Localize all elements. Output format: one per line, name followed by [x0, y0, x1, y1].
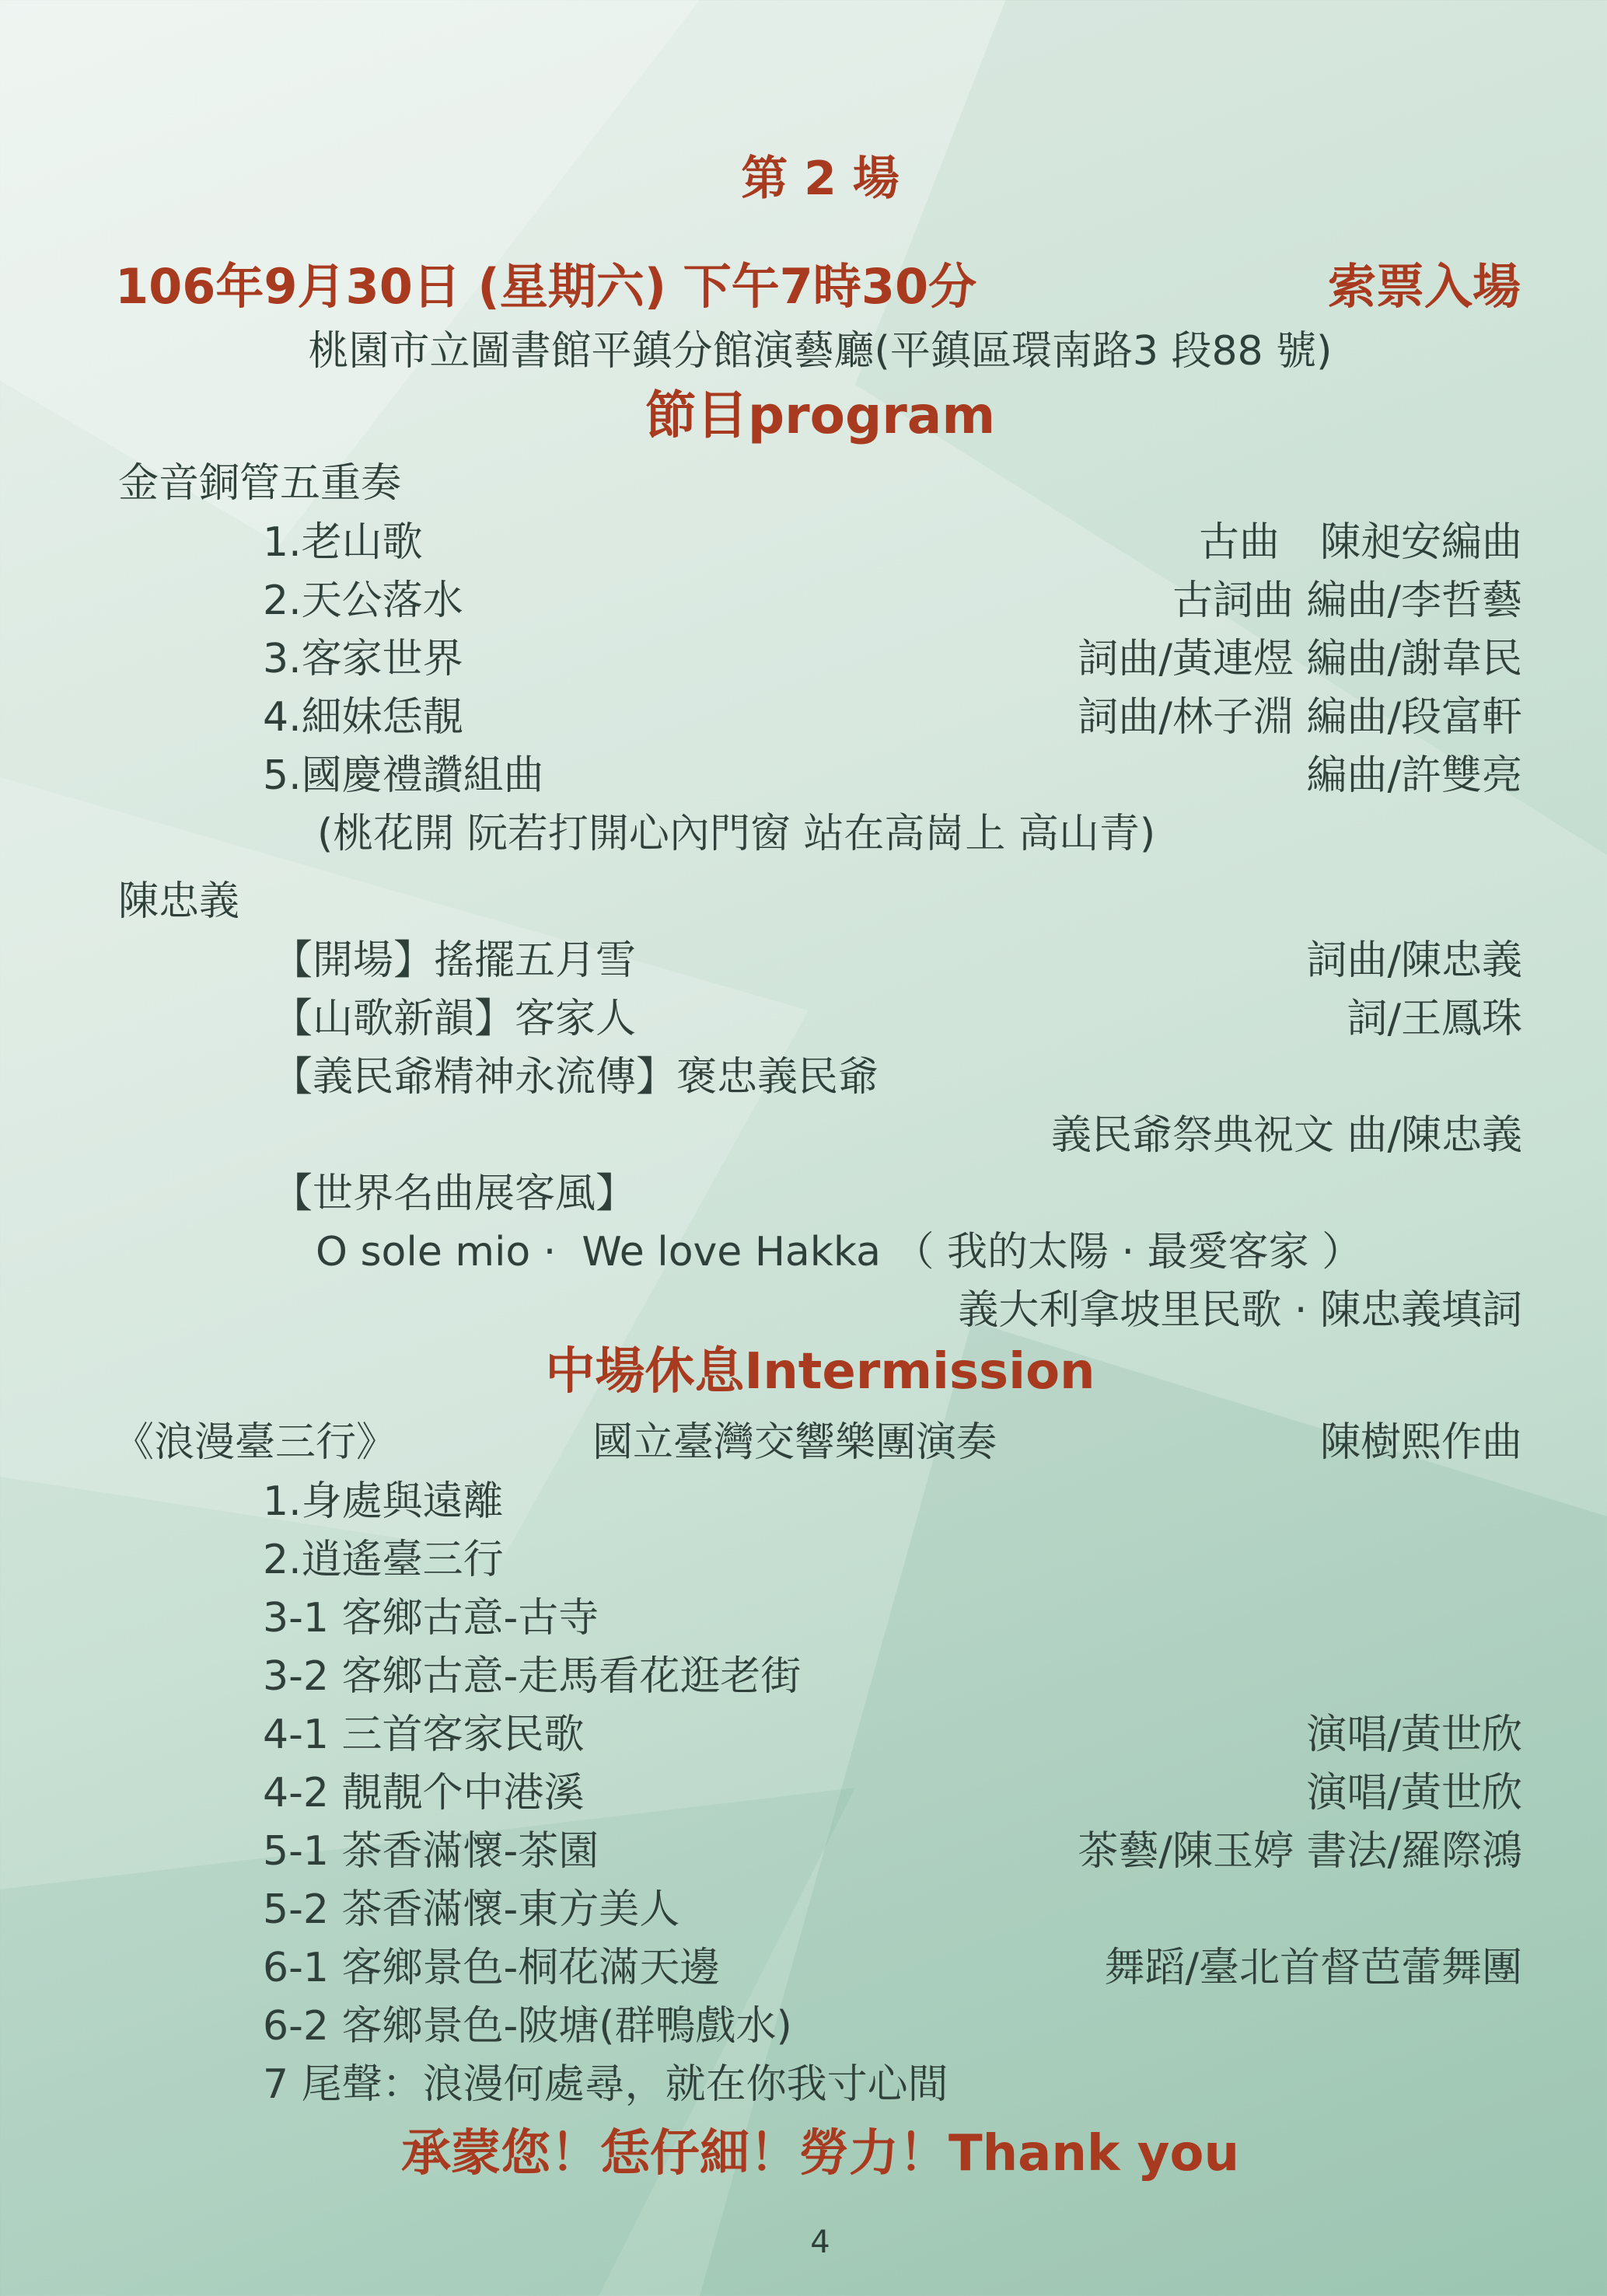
program-item: 3.客家世界 — [263, 636, 463, 682]
section-composer: 陳樹熙作曲 — [1319, 1419, 1522, 1466]
program-credit: 茶藝/陳玉婷 書法/羅際鴻 — [1078, 1828, 1522, 1875]
program-item: 【義民爺精神永流傳】褒忠義民爺 — [272, 1054, 879, 1101]
program-note: (桃花開 阮若打開心內門窗 站在高崗上 高山青) — [317, 811, 1156, 857]
program-subtitle: O sole mio · We love Hakka （ 我的太陽 · 最愛客家 ） — [316, 1229, 1363, 1275]
program-item: 3-1 客鄉古意-古寺 — [263, 1595, 599, 1642]
program-credit: 演唱/黃世欣 — [1306, 1712, 1522, 1758]
program-item: 【開場】搖擺五月雪 — [272, 937, 637, 984]
section-title: 陳忠義 — [118, 878, 240, 925]
program-item: 3-2 客鄉古意-走馬看花逛老街 — [263, 1653, 802, 1700]
program-item: 5-2 茶香滿懷-東方美人 — [263, 1886, 680, 1933]
admission-note: 索票入場 — [1327, 258, 1521, 315]
program-credit: 義大利拿坡里民歌 · 陳忠義填詞 — [958, 1287, 1522, 1334]
program-item: 4.細妹恁靚 — [263, 694, 463, 741]
program-item: 4-1 三首客家民歌 — [263, 1712, 585, 1758]
program-credit: 演唱/黃世欣 — [1306, 1770, 1522, 1816]
program-credit: 編曲/許雙亮 — [1306, 752, 1522, 799]
program-credit: 詞/王鳳珠 — [1347, 996, 1522, 1042]
program-item: 6-1 客鄉景色-桐花滿天邊 — [263, 1945, 721, 1991]
program-item: 【世界名曲展客風】 — [272, 1171, 637, 1217]
program-item: 2.天公落水 — [263, 577, 463, 624]
section-performer: 國立臺灣交響樂團演奏 — [592, 1419, 997, 1466]
program-credit: 古詞曲 編曲/李哲藝 — [1172, 577, 1522, 624]
program-item: 5-1 茶香滿懷-茶園 — [263, 1828, 599, 1875]
program-credit: 舞蹈/臺北首督芭蕾舞團 — [1104, 1945, 1522, 1991]
program-item: 7 尾聲：浪漫何處尋，就在你我寸心間 — [263, 2061, 948, 2108]
program-credit: 古曲 陳昶安編曲 — [1198, 519, 1522, 566]
program-item: 【山歌新韻】客家人 — [272, 996, 637, 1042]
closing-message: 承蒙您！恁仔細！勞力！Thank you — [400, 2125, 1240, 2183]
session-title: 第 2 場 — [741, 152, 900, 206]
program-credit: 義民爺祭典祝文 曲/陳忠義 — [1050, 1112, 1522, 1159]
intermission-heading: 中場休息Intermission — [545, 1343, 1095, 1401]
program-item: 1.老山歌 — [263, 519, 423, 566]
section-title: 《浪漫臺三行》 — [114, 1419, 397, 1466]
program-item: 5.國慶禮讚組曲 — [263, 752, 544, 799]
program-item: 6-2 客鄉景色-陂塘(群鴨戲水) — [263, 2003, 792, 2050]
page-number: 4 — [810, 2224, 830, 2260]
program-credit: 詞曲/黃連煜 編曲/謝韋民 — [1078, 636, 1522, 682]
section-title: 金音銅管五重奏 — [118, 460, 402, 507]
venue: 桃園市立圖書館平鎮分館演藝廳(平鎮區環南路3 段88 號) — [308, 328, 1333, 375]
date-time: 106年9月30日 (星期六) 下午7時30分 — [115, 258, 977, 315]
program-item: 1.身處與遠離 — [263, 1478, 504, 1525]
program-heading: 節目program — [645, 386, 996, 445]
program-credit: 詞曲/陳忠義 — [1306, 937, 1522, 984]
program-credit: 詞曲/林子淵 編曲/段富軒 — [1078, 694, 1522, 741]
program-item: 4-2 靚靚个中港溪 — [263, 1770, 585, 1816]
program-item: 2.逍遙臺三行 — [263, 1537, 504, 1583]
